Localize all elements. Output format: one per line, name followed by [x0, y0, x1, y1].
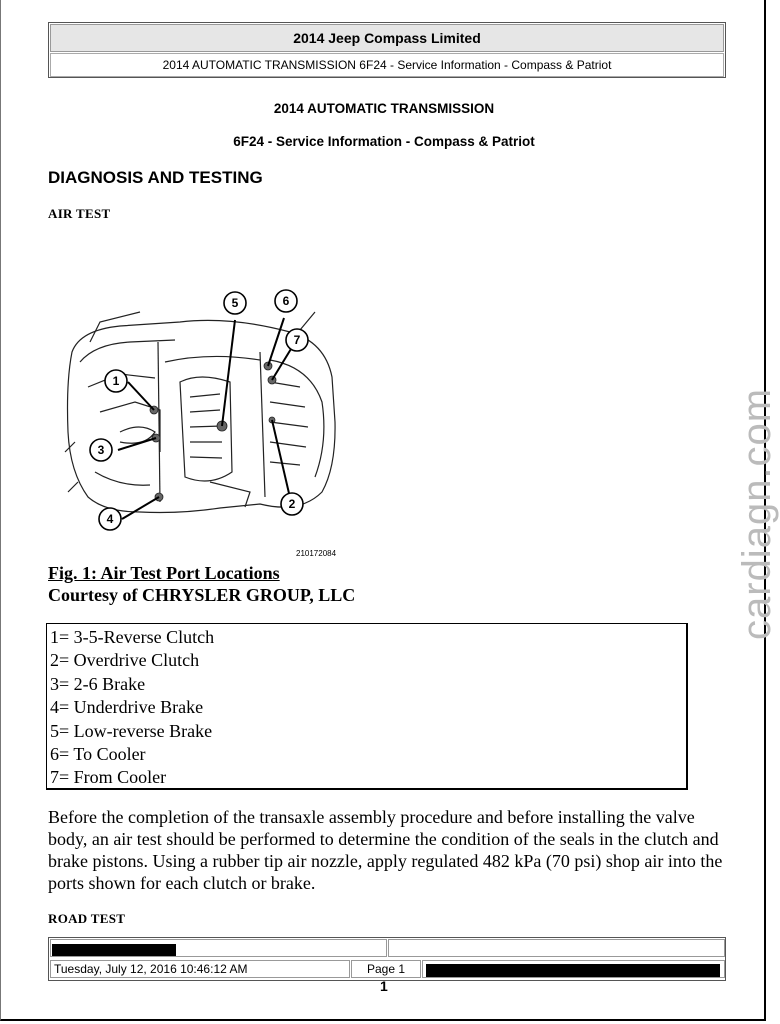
callout-6-label: 6 — [282, 294, 290, 308]
callout-5-label: 5 — [231, 296, 239, 310]
figure-id: 210172084 — [296, 549, 337, 558]
page-number: 1 — [380, 978, 388, 994]
document-footer — [48, 937, 726, 981]
redaction-bar — [52, 944, 176, 956]
legend-item: 3= 2-6 Brake — [50, 673, 146, 694]
callout-7-label: 7 — [293, 333, 301, 347]
footer-page-label: Page 1 — [351, 960, 421, 978]
figure-credit: Courtesy of CHRYSLER GROUP, LLC — [48, 585, 356, 605]
legend-item: 2= Overdrive Clutch — [50, 650, 200, 671]
callout-3-label: 3 — [97, 443, 105, 457]
callout-2-label: 2 — [288, 497, 296, 511]
watermark: cardiagn.com — [735, 387, 779, 640]
section-title: 2014 AUTOMATIC TRANSMISSION 6F24 - Service Information - Compass & Patriot — [50, 53, 724, 77]
air-test-heading: AIR TEST — [48, 206, 111, 221]
legend-item: 5= Low-reverse Brake — [50, 720, 213, 741]
body-paragraph: Before the completion of the transaxle assembly procedure and before installing the valve body, an air test should be performed to determine the condition of the seals in the clutch and brake pistons. Using a rubber tip air nozzle, apply regulated 482 kPa (70 psi) shop air into the ports shown for each clutch or brake. — [48, 807, 723, 893]
redaction-bar — [426, 964, 720, 977]
doc-subtitle: 6F24 - Service Information - Compass & Patriot — [233, 134, 535, 149]
vehicle-title: 2014 Jeep Compass Limited — [50, 24, 724, 52]
doc-title: 2014 AUTOMATIC TRANSMISSION — [273, 101, 495, 116]
legend-item: 7= From Cooler — [50, 767, 167, 788]
section-heading: DIAGNOSIS AND TESTING — [48, 168, 263, 187]
document-header — [48, 22, 726, 78]
figure-caption: Fig. 1: Air Test Port Locations — [48, 563, 280, 583]
road-test-heading: ROAD TEST — [48, 911, 126, 926]
callout-1-label: 1 — [112, 374, 120, 388]
legend-item: 1= 3-5-Reverse Clutch — [50, 627, 215, 647]
transmission-figure — [60, 282, 360, 562]
callout-4-label: 4 — [106, 512, 114, 526]
legend-item: 6= To Cooler — [50, 743, 146, 764]
callout-leaders — [118, 318, 294, 519]
footer-timestamp: Tuesday, July 12, 2016 10:46:12 AM — [50, 960, 350, 978]
legend-table — [46, 623, 688, 790]
footer-cell — [388, 939, 725, 957]
legend-item: 4= Underdrive Brake — [50, 697, 204, 718]
